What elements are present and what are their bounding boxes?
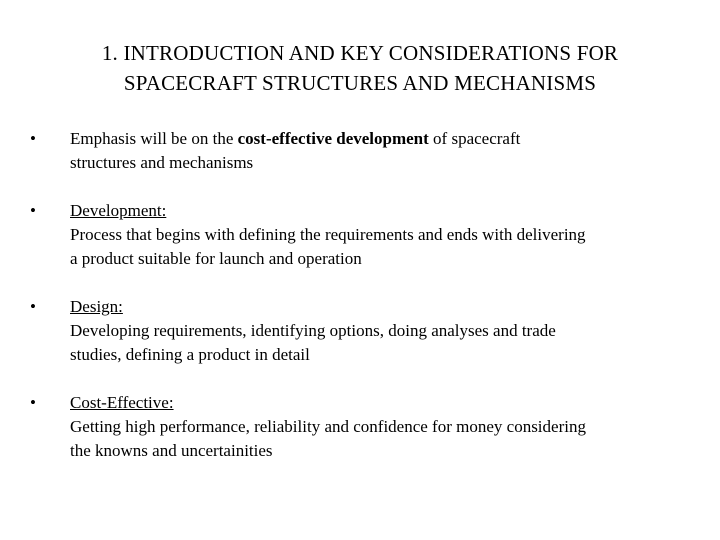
- title-line-1: 1. INTRODUCTION AND KEY CONSIDERATIONS FOR: [101, 41, 619, 65]
- bullet-cost-effective: [28, 391, 698, 463]
- title-line-2: SPACECRAFT STRUCTURES AND MECHANISMS: [123, 71, 597, 95]
- bullet-list: [28, 127, 698, 463]
- development-term: Development:: [70, 201, 167, 220]
- bullet-emphasis: [28, 127, 698, 175]
- emphasis-suffix: of spacecraft: [428, 129, 521, 148]
- design-def-line-1: Developing requirements, identifying options, doing analyses and trade: [70, 321, 556, 340]
- cost-effective-def-line-2: the knowns and uncertainities: [70, 441, 273, 460]
- bullet-dot-icon: •: [30, 393, 36, 412]
- bullet-dot-icon: •: [30, 201, 36, 220]
- emphasis-bold-phrase: cost-effective development: [237, 129, 429, 148]
- bullet-emphasis-line-1: [70, 127, 698, 151]
- bullet-dot-icon: •: [30, 297, 36, 316]
- bullet-emphasis-line-2: structures and mechanisms: [70, 153, 254, 172]
- development-def-line-2: a product suitable for launch and operation: [70, 249, 362, 268]
- development-def-line-1: Process that begins with defining the requirements and ends with delivering: [70, 225, 586, 244]
- design-def-line-2: studies, defining a product in detail: [70, 345, 310, 364]
- bullet-development: [28, 199, 698, 271]
- bullet-dot-icon: •: [30, 129, 36, 148]
- cost-effective-term: Cost-Effective:: [70, 393, 174, 412]
- design-term: Design:: [70, 297, 123, 316]
- emphasis-prefix: Emphasis will be on the: [70, 129, 238, 148]
- slide-title: [20, 38, 700, 98]
- cost-effective-def-line-1: Getting high performance, reliability and confidence for money considering: [70, 417, 586, 436]
- bullet-design: [28, 295, 698, 367]
